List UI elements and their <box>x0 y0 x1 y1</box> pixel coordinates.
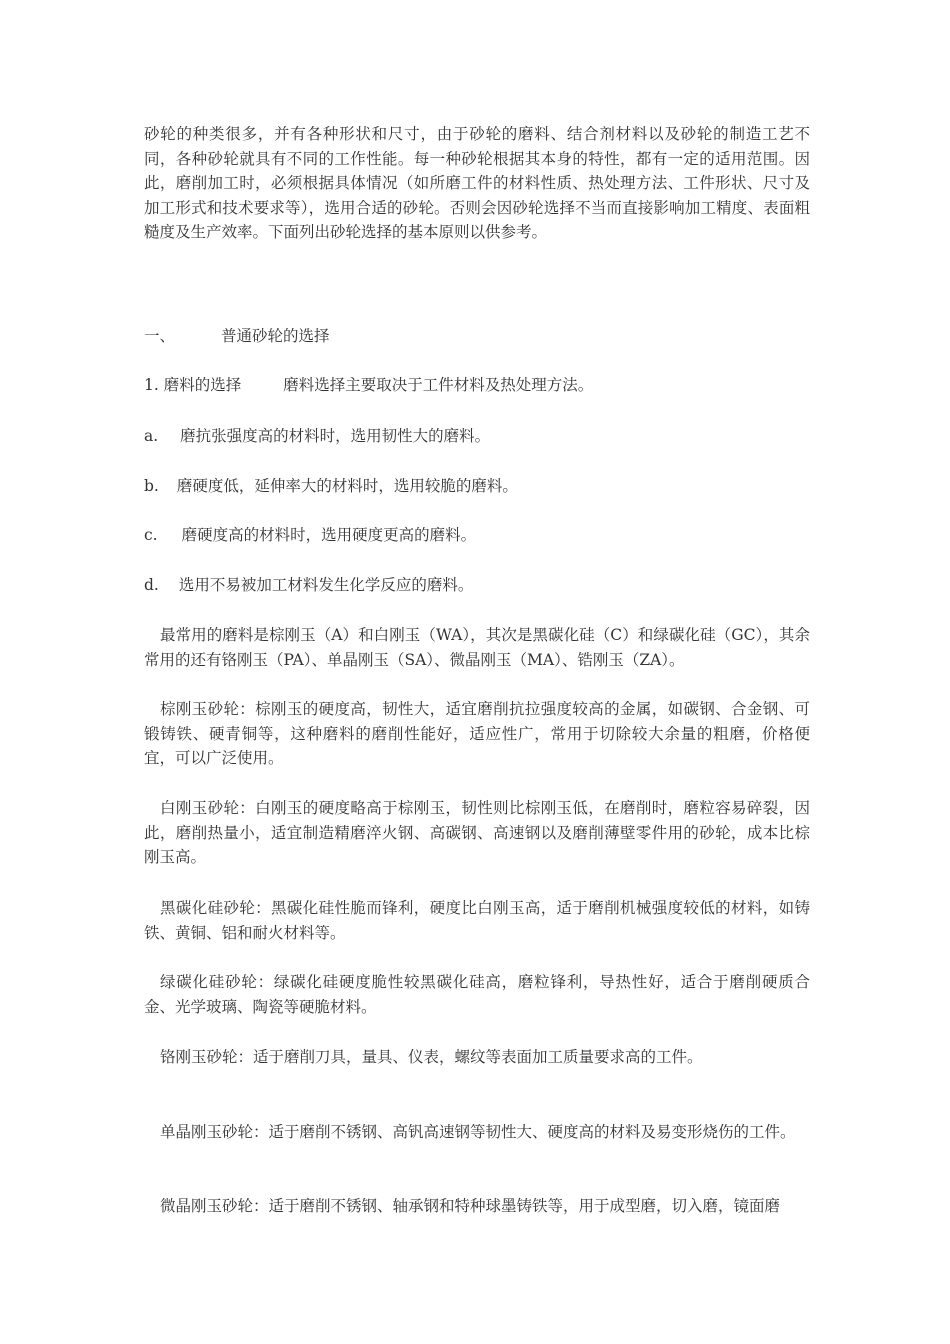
list-text: 磨抗张强度高的材料时，选用韧性大的磨料。 <box>180 427 491 445</box>
list-marker: a. <box>144 427 159 445</box>
list-text: 磨硬度低，延伸率大的材料时，选用较脆的磨料。 <box>176 477 518 495</box>
body-paragraph: 微晶刚玉砂轮：适于磨削不锈钢、轴承钢和特种球墨铸铁等，用于成型磨，切入磨，镜面磨 <box>160 1197 781 1215</box>
list-item <box>144 523 810 548</box>
section-number: 一、 <box>144 327 176 345</box>
abrasive-selection-line <box>144 373 810 398</box>
list-item <box>144 424 810 449</box>
body-paragraph: 白刚玉砂轮：白刚玉的硬度略高于棕刚玉，韧性则比棕刚玉低，在磨削时，磨粒容易碎裂，因此，磨削热量小，适宜制造精磨淬火钢、高碳钢、高速钢以及磨削薄壁零件用的砂轮，成本比棕刚玉高。 <box>144 799 810 866</box>
body-paragraph: 单晶刚玉砂轮：适于磨削不锈钢、高钒高速钢等韧性大、硬度高的材料及易变形烧伤的工件。 <box>160 1123 796 1141</box>
list-marker: b. <box>144 477 159 495</box>
body-paragraph: 黑碳化硅砂轮：黑碳化硅性脆而锋利，硬度比白刚玉高，适于磨削机械强度较低的材料，如铸铁、黄铜、铝和耐火材料等。 <box>144 899 810 942</box>
body-paragraph: 棕刚玉砂轮：棕刚玉的硬度高，韧性大，适宜磨削抗拉强度较高的金属，如碳钢、合金钢、可锻铸铁、硬青铜等，这种磨料的磨削性能好，适应性广，常用于切除较大余量的粗磨，价格便宜，可以广泛使用。 <box>144 700 810 767</box>
list-item <box>144 474 810 499</box>
list-marker: c. <box>144 526 158 544</box>
intro-paragraph: 砂轮的种类很多，并有各种形状和尺寸，由于砂轮的磨料、结合剂材料以及砂轮的制造工艺不同，各种砂轮就具有不同的工作性能。每一种砂轮根据其本身的特性，都有一定的适用范围。因此，磨削加工时，必须根据具体情况（如所磨工件的材料性质、热处理方法、工件形状、尺寸及加工形式和技术要求等），选用合适的砂轮。否则会因砂轮选择不当而直接影响加工精度、表面粗糙度及生产效率。下面列出砂轮选择的基本原则以供参考。 <box>144 125 810 241</box>
section-heading <box>144 324 810 349</box>
list-text: 选用不易被加工材料发生化学反应的磨料。 <box>178 576 474 594</box>
body-paragraph: 绿碳化硅砂轮：绿碳化硅硬度脆性较黑碳化硅高，磨粒锋利，导热性好，适合于磨削硬质合金、光学玻璃、陶瓷等硬脆材料。 <box>144 973 810 1016</box>
subsection-label: 1. 磨料的选择 <box>144 376 242 394</box>
list-marker: d. <box>144 576 159 594</box>
list-text: 磨硬度高的材料时，选用硬度更高的磨料。 <box>181 526 477 544</box>
section-title: 普通砂轮的选择 <box>221 327 330 345</box>
body-paragraph: 铬刚玉砂轮：适于磨削刀具，量具、仪表，螺纹等表面加工质量要求高的工件。 <box>160 1048 703 1066</box>
body-paragraph: 最常用的磨料是棕刚玉（A）和白刚玉（WA），其次是黑碳化硅（C）和绿碳化硅（GC），其余常用的还有铬刚玉（PA）、单晶刚玉（SA）、微晶刚玉（MA）、锆刚玉（ZA）。 <box>144 626 810 669</box>
subsection-text: 磨料选择主要取决于工件材料及热处理方法。 <box>283 376 594 394</box>
list-item <box>144 573 810 598</box>
